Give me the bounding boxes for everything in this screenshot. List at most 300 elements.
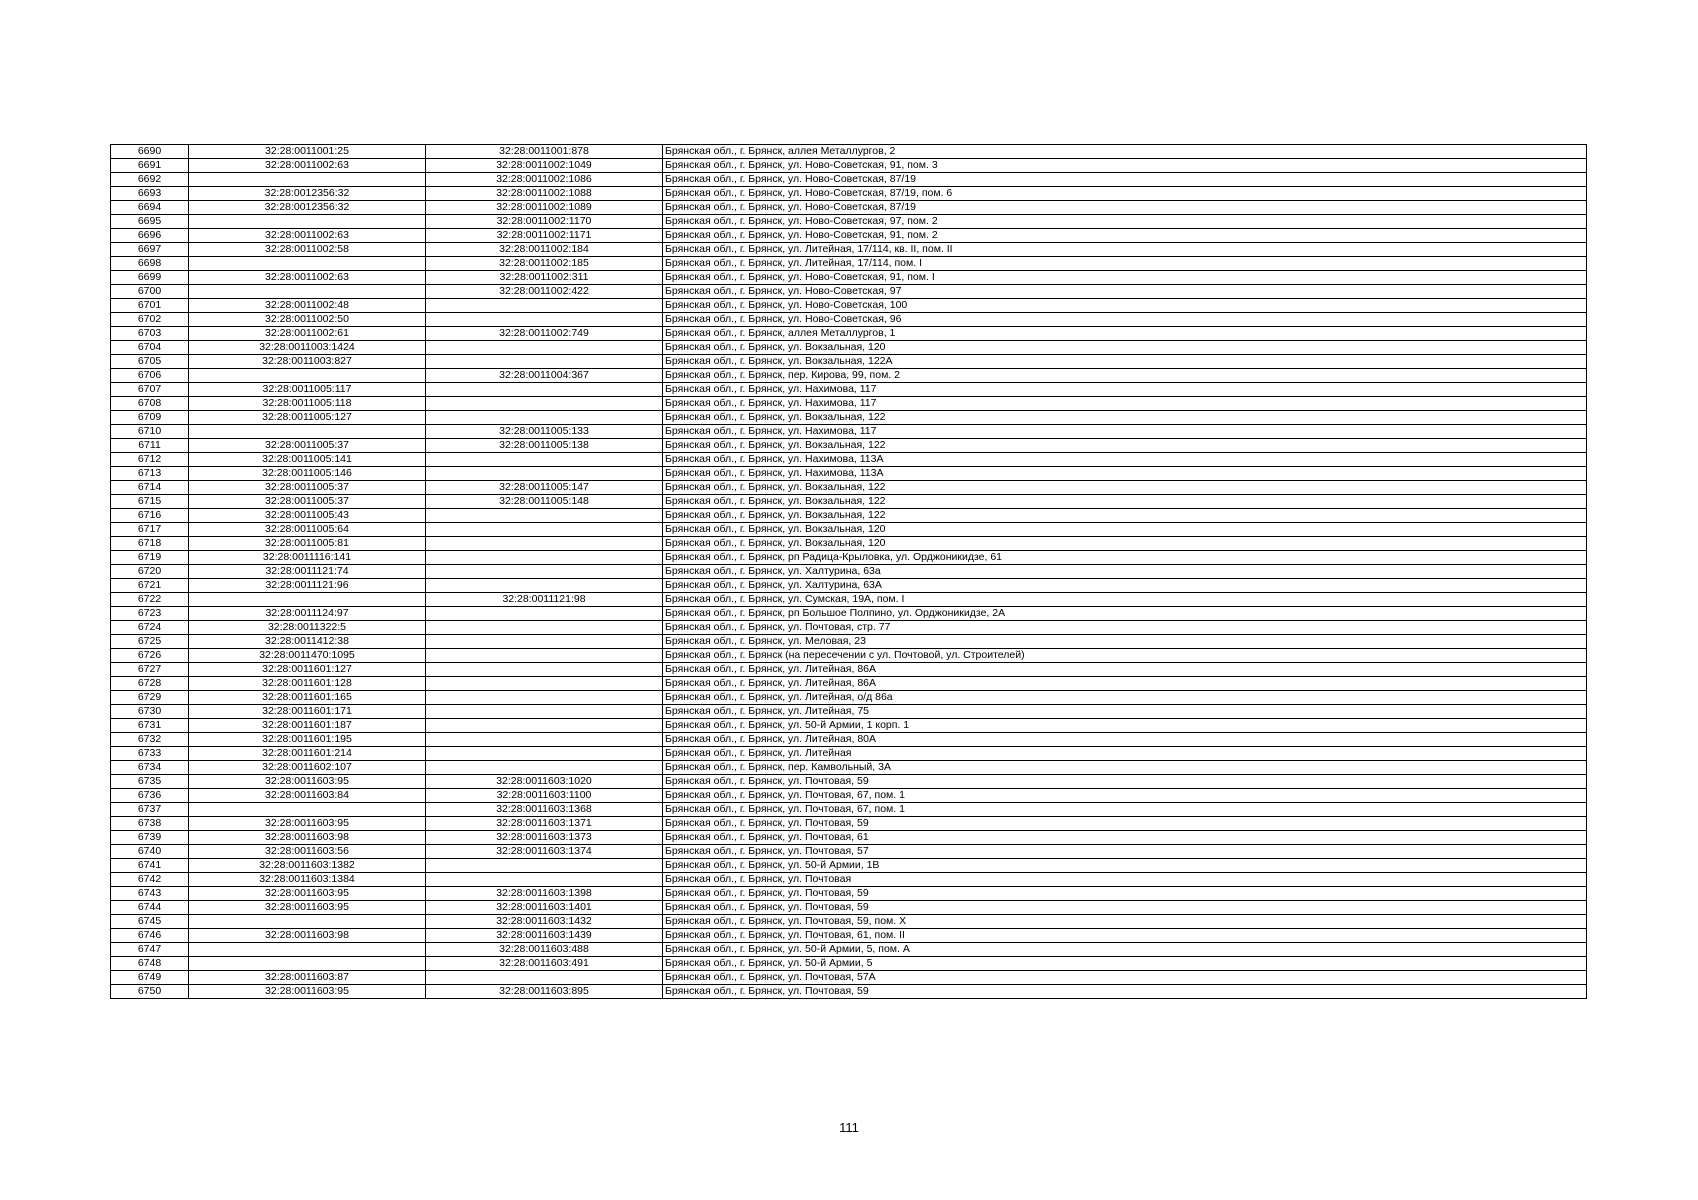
table-row: [111, 747, 1587, 761]
land-cadastral-number-cell: 32:28:0011002:63: [189, 271, 426, 285]
land-cadastral-number-cell: [189, 425, 426, 439]
land-cadastral-number-cell: 32:28:0011601:214: [189, 747, 426, 761]
row-number-cell: 6745: [111, 915, 189, 929]
address-cell: Брянская обл., г. Брянск, ул. Нахимова, 113А: [663, 453, 1587, 467]
object-cadastral-number-cell: [426, 621, 663, 635]
object-cadastral-number-cell: [426, 565, 663, 579]
table-row: [111, 271, 1587, 285]
table-row: [111, 943, 1587, 957]
object-cadastral-number-cell: [426, 383, 663, 397]
object-cadastral-number-cell: 32:28:0011005:133: [426, 425, 663, 439]
table-row: [111, 523, 1587, 537]
land-cadastral-number-cell: 32:28:0011005:117: [189, 383, 426, 397]
row-number-cell: 6718: [111, 537, 189, 551]
land-cadastral-number-cell: 32:28:0011602:107: [189, 761, 426, 775]
object-cadastral-number-cell: 32:28:0011002:1089: [426, 201, 663, 215]
object-cadastral-number-cell: 32:28:0011603:488: [426, 943, 663, 957]
row-number-cell: 6692: [111, 173, 189, 187]
land-cadastral-number-cell: 32:28:0011603:87: [189, 971, 426, 985]
table-row: [111, 243, 1587, 257]
object-cadastral-number-cell: [426, 523, 663, 537]
table-row: [111, 411, 1587, 425]
row-number-cell: 6712: [111, 453, 189, 467]
row-number-cell: 6731: [111, 719, 189, 733]
address-cell: Брянская обл., г. Брянск, ул. Сумская, 19А, пом. I: [663, 593, 1587, 607]
address-cell: Брянская обл., г. Брянск, ул. Нахимова, 113А: [663, 467, 1587, 481]
table-row: [111, 257, 1587, 271]
row-number-cell: 6726: [111, 649, 189, 663]
object-cadastral-number-cell: [426, 579, 663, 593]
address-cell: Брянская обл., г. Брянск, ул. Вокзальная, 120: [663, 341, 1587, 355]
address-cell: Брянская обл., г. Брянск (на пересечении с ул. Почтовой, ул. Строителей): [663, 649, 1587, 663]
land-cadastral-number-cell: [189, 257, 426, 271]
address-cell: Брянская обл., г. Брянск, ул. Почтовая, 67, пом. 1: [663, 789, 1587, 803]
address-cell: Брянская обл., г. Брянск, ул. Ново-Советская, 91, пом. 3: [663, 159, 1587, 173]
land-cadastral-number-cell: [189, 215, 426, 229]
table-row: [111, 299, 1587, 313]
address-cell: Брянская обл., г. Брянск, ул. Халтурина, 63А: [663, 579, 1587, 593]
object-cadastral-number-cell: 32:28:0011121:98: [426, 593, 663, 607]
table-row: [111, 229, 1587, 243]
object-cadastral-number-cell: [426, 341, 663, 355]
object-cadastral-number-cell: [426, 747, 663, 761]
object-cadastral-number-cell: 32:28:0011603:1373: [426, 831, 663, 845]
table-row: [111, 355, 1587, 369]
object-cadastral-number-cell: 32:28:0011002:1086: [426, 173, 663, 187]
address-cell: Брянская обл., г. Брянск, ул. Почтовая, стр. 77: [663, 621, 1587, 635]
address-cell: Брянская обл., г. Брянск, ул. Ново-Советская, 87/19: [663, 173, 1587, 187]
land-cadastral-number-cell: 32:28:0011470:1095: [189, 649, 426, 663]
row-number-cell: 6701: [111, 299, 189, 313]
address-cell: Брянская обл., г. Брянск, ул. 50-й Армии, 5, пом. А: [663, 943, 1587, 957]
row-number-cell: 6744: [111, 901, 189, 915]
row-number-cell: 6705: [111, 355, 189, 369]
object-cadastral-number-cell: [426, 313, 663, 327]
object-cadastral-number-cell: [426, 761, 663, 775]
table-row: [111, 453, 1587, 467]
land-cadastral-number-cell: 32:28:0011005:37: [189, 481, 426, 495]
land-cadastral-number-cell: 32:28:0011121:74: [189, 565, 426, 579]
land-cadastral-number-cell: 32:28:0011601:171: [189, 705, 426, 719]
object-cadastral-number-cell: 32:28:0011603:1432: [426, 915, 663, 929]
object-cadastral-number-cell: [426, 733, 663, 747]
object-cadastral-number-cell: 32:28:0011603:895: [426, 985, 663, 999]
address-cell: Брянская обл., г. Брянск, ул. 50-й Армии, 5: [663, 957, 1587, 971]
records-table: [110, 144, 1587, 999]
row-number-cell: 6723: [111, 607, 189, 621]
row-number-cell: 6700: [111, 285, 189, 299]
row-number-cell: 6747: [111, 943, 189, 957]
land-cadastral-number-cell: [189, 285, 426, 299]
table-row: [111, 383, 1587, 397]
object-cadastral-number-cell: [426, 635, 663, 649]
table-row: [111, 831, 1587, 845]
table-row: [111, 159, 1587, 173]
land-cadastral-number-cell: 32:28:0011005:127: [189, 411, 426, 425]
table-row: [111, 677, 1587, 691]
address-cell: Брянская обл., г. Брянск, ул. Почтовая, 61, пом. II: [663, 929, 1587, 943]
address-cell: Брянская обл., г. Брянск, ул. Почтовая: [663, 873, 1587, 887]
address-cell: Брянская обл., г. Брянск, ул. Почтовая, 61: [663, 831, 1587, 845]
row-number-cell: 6690: [111, 145, 189, 159]
table-row: [111, 215, 1587, 229]
object-cadastral-number-cell: [426, 691, 663, 705]
page-number: 111: [839, 1120, 859, 1135]
object-cadastral-number-cell: [426, 551, 663, 565]
row-number-cell: 6696: [111, 229, 189, 243]
table-row: [111, 845, 1587, 859]
land-cadastral-number-cell: [189, 593, 426, 607]
address-cell: Брянская обл., г. Брянск, ул. Почтовая, 57А: [663, 971, 1587, 985]
land-cadastral-number-cell: 32:28:0011603:1384: [189, 873, 426, 887]
row-number-cell: 6694: [111, 201, 189, 215]
table-row: [111, 509, 1587, 523]
table-row: [111, 481, 1587, 495]
records-table-body: [111, 145, 1587, 999]
row-number-cell: 6732: [111, 733, 189, 747]
table-row: [111, 565, 1587, 579]
object-cadastral-number-cell: 32:28:0011005:138: [426, 439, 663, 453]
address-cell: Брянская обл., г. Брянск, аллея Металлургов, 1: [663, 327, 1587, 341]
table-row: [111, 887, 1587, 901]
land-cadastral-number-cell: 32:28:0011002:58: [189, 243, 426, 257]
table-row: [111, 593, 1587, 607]
table-row: [111, 537, 1587, 551]
address-cell: Брянская обл., г. Брянск, ул. Почтовая, 59, пом. X: [663, 915, 1587, 929]
land-cadastral-number-cell: 32:28:0011002:61: [189, 327, 426, 341]
row-number-cell: 6697: [111, 243, 189, 257]
table-row: [111, 915, 1587, 929]
row-number-cell: 6720: [111, 565, 189, 579]
row-number-cell: 6740: [111, 845, 189, 859]
land-cadastral-number-cell: 32:28:0011002:50: [189, 313, 426, 327]
row-number-cell: 6713: [111, 467, 189, 481]
object-cadastral-number-cell: [426, 509, 663, 523]
land-cadastral-number-cell: 32:28:0011603:56: [189, 845, 426, 859]
land-cadastral-number-cell: 32:28:0011603:95: [189, 985, 426, 999]
address-cell: Брянская обл., г. Брянск, ул. Ново-Советская, 87/19: [663, 201, 1587, 215]
object-cadastral-number-cell: [426, 873, 663, 887]
object-cadastral-number-cell: [426, 537, 663, 551]
row-number-cell: 6706: [111, 369, 189, 383]
address-cell: Брянская обл., г. Брянск, ул. Нахимова, 117: [663, 425, 1587, 439]
row-number-cell: 6737: [111, 803, 189, 817]
object-cadastral-number-cell: 32:28:0011002:1088: [426, 187, 663, 201]
address-cell: Брянская обл., г. Брянск, ул. Нахимова, 117: [663, 397, 1587, 411]
land-cadastral-number-cell: 32:28:0012356:32: [189, 187, 426, 201]
table-row: [111, 733, 1587, 747]
row-number-cell: 6707: [111, 383, 189, 397]
address-cell: Брянская обл., г. Брянск, ул. Халтурина, 63а: [663, 565, 1587, 579]
object-cadastral-number-cell: [426, 971, 663, 985]
land-cadastral-number-cell: 32:28:0011121:96: [189, 579, 426, 593]
address-cell: Брянская обл., г. Брянск, ул. Ново-Советская, 96: [663, 313, 1587, 327]
address-cell: Брянская обл., г. Брянск, ул. Ново-Советская, 87/19, пом. 6: [663, 187, 1587, 201]
address-cell: Брянская обл., г. Брянск, ул. Литейная: [663, 747, 1587, 761]
table-row: [111, 551, 1587, 565]
table-row: [111, 775, 1587, 789]
row-number-cell: 6699: [111, 271, 189, 285]
address-cell: Брянская обл., г. Брянск, ул. Ново-Советская, 91, пом. 2: [663, 229, 1587, 243]
address-cell: Брянская обл., г. Брянск, ул. Вокзальная, 122: [663, 495, 1587, 509]
address-cell: Брянская обл., г. Брянск, ул. 50-й Армии, 1 корп. 1: [663, 719, 1587, 733]
land-cadastral-number-cell: 32:28:0011001:25: [189, 145, 426, 159]
object-cadastral-number-cell: 32:28:0011002:422: [426, 285, 663, 299]
land-cadastral-number-cell: [189, 173, 426, 187]
table-row: [111, 145, 1587, 159]
row-number-cell: 6728: [111, 677, 189, 691]
land-cadastral-number-cell: 32:28:0011005:37: [189, 495, 426, 509]
row-number-cell: 6693: [111, 187, 189, 201]
table-row: [111, 341, 1587, 355]
address-cell: Брянская обл., г. Брянск, ул. Нахимова, 117: [663, 383, 1587, 397]
table-row: [111, 663, 1587, 677]
land-cadastral-number-cell: 32:28:0011603:1382: [189, 859, 426, 873]
table-row: [111, 285, 1587, 299]
address-cell: Брянская обл., г. Брянск, ул. Вокзальная, 120: [663, 537, 1587, 551]
row-number-cell: 6736: [111, 789, 189, 803]
table-row: [111, 369, 1587, 383]
table-row: [111, 719, 1587, 733]
object-cadastral-number-cell: [426, 607, 663, 621]
row-number-cell: 6746: [111, 929, 189, 943]
address-cell: Брянская обл., г. Брянск, рп Радица-Крыловка, ул. Орджоникидзе, 61: [663, 551, 1587, 565]
land-cadastral-number-cell: [189, 915, 426, 929]
row-number-cell: 6691: [111, 159, 189, 173]
row-number-cell: 6742: [111, 873, 189, 887]
table-row: [111, 873, 1587, 887]
address-cell: Брянская обл., г. Брянск, ул. Вокзальная, 122: [663, 439, 1587, 453]
row-number-cell: 6702: [111, 313, 189, 327]
address-cell: Брянская обл., г. Брянск, ул. Литейная, 17/114, кв. II, пом. II: [663, 243, 1587, 257]
row-number-cell: 6714: [111, 481, 189, 495]
row-number-cell: 6721: [111, 579, 189, 593]
table-row: [111, 607, 1587, 621]
table-row: [111, 397, 1587, 411]
object-cadastral-number-cell: [426, 355, 663, 369]
table-row: [111, 929, 1587, 943]
row-number-cell: 6738: [111, 817, 189, 831]
row-number-cell: 6749: [111, 971, 189, 985]
row-number-cell: 6717: [111, 523, 189, 537]
object-cadastral-number-cell: [426, 467, 663, 481]
land-cadastral-number-cell: 32:28:0011601:165: [189, 691, 426, 705]
object-cadastral-number-cell: 32:28:0011603:1398: [426, 887, 663, 901]
row-number-cell: 6750: [111, 985, 189, 999]
address-cell: Брянская обл., г. Брянск, ул. Вокзальная, 122А: [663, 355, 1587, 369]
table-row: [111, 705, 1587, 719]
table-row: [111, 495, 1587, 509]
land-cadastral-number-cell: 32:28:0012356:32: [189, 201, 426, 215]
address-cell: Брянская обл., г. Брянск, ул. Ново-Советская, 97, пом. 2: [663, 215, 1587, 229]
row-number-cell: 6730: [111, 705, 189, 719]
object-cadastral-number-cell: 32:28:0011603:1368: [426, 803, 663, 817]
row-number-cell: 6715: [111, 495, 189, 509]
land-cadastral-number-cell: 32:28:0011003:827: [189, 355, 426, 369]
address-cell: Брянская обл., г. Брянск, ул. Вокзальная, 122: [663, 411, 1587, 425]
object-cadastral-number-cell: 32:28:0011603:491: [426, 957, 663, 971]
table-row: [111, 327, 1587, 341]
table-row: [111, 817, 1587, 831]
object-cadastral-number-cell: 32:28:0011005:148: [426, 495, 663, 509]
table-row: [111, 691, 1587, 705]
land-cadastral-number-cell: 32:28:0011601:195: [189, 733, 426, 747]
land-cadastral-number-cell: 32:28:0011005:37: [189, 439, 426, 453]
object-cadastral-number-cell: 32:28:0011603:1020: [426, 775, 663, 789]
address-cell: Брянская обл., г. Брянск, ул. Вокзальная, 120: [663, 523, 1587, 537]
row-number-cell: 6709: [111, 411, 189, 425]
land-cadastral-number-cell: 32:28:0011603:95: [189, 817, 426, 831]
object-cadastral-number-cell: 32:28:0011603:1439: [426, 929, 663, 943]
object-cadastral-number-cell: [426, 397, 663, 411]
land-cadastral-number-cell: 32:28:0011002:63: [189, 229, 426, 243]
address-cell: Брянская обл., г. Брянск, ул. Вокзальная, 122: [663, 481, 1587, 495]
table-row: [111, 635, 1587, 649]
row-number-cell: 6735: [111, 775, 189, 789]
land-cadastral-number-cell: 32:28:0011603:98: [189, 929, 426, 943]
land-cadastral-number-cell: 32:28:0011603:84: [189, 789, 426, 803]
land-cadastral-number-cell: 32:28:0011603:95: [189, 775, 426, 789]
land-cadastral-number-cell: 32:28:0011005:81: [189, 537, 426, 551]
row-number-cell: 6698: [111, 257, 189, 271]
address-cell: Брянская обл., г. Брянск, ул. Почтовая, 57: [663, 845, 1587, 859]
address-cell: Брянская обл., г. Брянск, ул. Почтовая, 59: [663, 985, 1587, 999]
table-row: [111, 579, 1587, 593]
row-number-cell: 6734: [111, 761, 189, 775]
object-cadastral-number-cell: 32:28:0011603:1401: [426, 901, 663, 915]
table-row: [111, 803, 1587, 817]
object-cadastral-number-cell: 32:28:0011603:1371: [426, 817, 663, 831]
row-number-cell: 6727: [111, 663, 189, 677]
table-row: [111, 187, 1587, 201]
table-row: [111, 425, 1587, 439]
land-cadastral-number-cell: 32:28:0011601:128: [189, 677, 426, 691]
object-cadastral-number-cell: 32:28:0011603:1374: [426, 845, 663, 859]
table-row: [111, 971, 1587, 985]
address-cell: Брянская обл., г. Брянск, ул. Литейная, 80А: [663, 733, 1587, 747]
table-row: [111, 313, 1587, 327]
address-cell: Брянская обл., г. Брянск, ул. Литейная, 75: [663, 705, 1587, 719]
address-cell: Брянская обл., г. Брянск, ул. Литейная, о/д 86а: [663, 691, 1587, 705]
row-number-cell: 6711: [111, 439, 189, 453]
land-cadastral-number-cell: 32:28:0011005:118: [189, 397, 426, 411]
row-number-cell: 6743: [111, 887, 189, 901]
row-number-cell: 6708: [111, 397, 189, 411]
object-cadastral-number-cell: 32:28:0011603:1100: [426, 789, 663, 803]
row-number-cell: 6739: [111, 831, 189, 845]
object-cadastral-number-cell: 32:28:0011004:367: [426, 369, 663, 383]
row-number-cell: 6733: [111, 747, 189, 761]
address-cell: Брянская обл., г. Брянск, рп Большое Полпино, ул. Орджоникидзе, 2А: [663, 607, 1587, 621]
row-number-cell: 6710: [111, 425, 189, 439]
land-cadastral-number-cell: 32:28:0011005:43: [189, 509, 426, 523]
object-cadastral-number-cell: [426, 705, 663, 719]
row-number-cell: 6704: [111, 341, 189, 355]
land-cadastral-number-cell: 32:28:0011002:63: [189, 159, 426, 173]
address-cell: Брянская обл., г. Брянск, ул. Вокзальная, 122: [663, 509, 1587, 523]
object-cadastral-number-cell: [426, 453, 663, 467]
address-cell: Брянская обл., г. Брянск, ул. Ново-Советская, 91, пом. I: [663, 271, 1587, 285]
object-cadastral-number-cell: [426, 299, 663, 313]
table-row: [111, 621, 1587, 635]
row-number-cell: 6729: [111, 691, 189, 705]
land-cadastral-number-cell: 32:28:0011601:127: [189, 663, 426, 677]
address-cell: Брянская обл., г. Брянск, ул. Почтовая, 59: [663, 887, 1587, 901]
address-cell: Брянская обл., г. Брянск, ул. Литейная, 17/114, пом. I: [663, 257, 1587, 271]
row-number-cell: 6724: [111, 621, 189, 635]
object-cadastral-number-cell: 32:28:0011002:749: [426, 327, 663, 341]
land-cadastral-number-cell: 32:28:0011005:146: [189, 467, 426, 481]
land-cadastral-number-cell: 32:28:0011603:95: [189, 887, 426, 901]
object-cadastral-number-cell: 32:28:0011002:1170: [426, 215, 663, 229]
land-cadastral-number-cell: 32:28:0011603:95: [189, 901, 426, 915]
address-cell: Брянская обл., г. Брянск, пер. Кирова, 99, пом. 2: [663, 369, 1587, 383]
row-number-cell: 6722: [111, 593, 189, 607]
table-row: [111, 789, 1587, 803]
address-cell: Брянская обл., г. Брянск, ул. Меловая, 23: [663, 635, 1587, 649]
object-cadastral-number-cell: 32:28:0011002:1171: [426, 229, 663, 243]
object-cadastral-number-cell: [426, 411, 663, 425]
land-cadastral-number-cell: 32:28:0011412:38: [189, 635, 426, 649]
object-cadastral-number-cell: 32:28:0011002:1049: [426, 159, 663, 173]
land-cadastral-number-cell: 32:28:0011601:187: [189, 719, 426, 733]
object-cadastral-number-cell: [426, 859, 663, 873]
object-cadastral-number-cell: 32:28:0011002:311: [426, 271, 663, 285]
table-row: [111, 467, 1587, 481]
address-cell: Брянская обл., г. Брянск, ул. Почтовая, 67, пом. 1: [663, 803, 1587, 817]
table-row: [111, 985, 1587, 999]
row-number-cell: 6741: [111, 859, 189, 873]
object-cadastral-number-cell: [426, 719, 663, 733]
object-cadastral-number-cell: [426, 677, 663, 691]
address-cell: Брянская обл., г. Брянск, ул. Почтовая, 59: [663, 901, 1587, 915]
address-cell: Брянская обл., г. Брянск, аллея Металлургов, 2: [663, 145, 1587, 159]
land-cadastral-number-cell: [189, 369, 426, 383]
object-cadastral-number-cell: 32:28:0011002:185: [426, 257, 663, 271]
land-cadastral-number-cell: 32:28:0011002:48: [189, 299, 426, 313]
object-cadastral-number-cell: [426, 663, 663, 677]
land-cadastral-number-cell: 32:28:0011124:97: [189, 607, 426, 621]
land-cadastral-number-cell: 32:28:0011322:5: [189, 621, 426, 635]
address-cell: Брянская обл., г. Брянск, ул. Ново-Советская, 100: [663, 299, 1587, 313]
row-number-cell: 6703: [111, 327, 189, 341]
table-row: [111, 761, 1587, 775]
row-number-cell: 6719: [111, 551, 189, 565]
object-cadastral-number-cell: 32:28:0011002:184: [426, 243, 663, 257]
land-cadastral-number-cell: 32:28:0011005:64: [189, 523, 426, 537]
table-row: [111, 901, 1587, 915]
table-row: [111, 201, 1587, 215]
table-row: [111, 957, 1587, 971]
object-cadastral-number-cell: 32:28:0011005:147: [426, 481, 663, 495]
table-row: [111, 439, 1587, 453]
object-cadastral-number-cell: [426, 649, 663, 663]
object-cadastral-number-cell: 32:28:0011001:878: [426, 145, 663, 159]
address-cell: Брянская обл., г. Брянск, ул. Почтовая, 59: [663, 817, 1587, 831]
land-cadastral-number-cell: [189, 943, 426, 957]
land-cadastral-number-cell: 32:28:0011116:141: [189, 551, 426, 565]
address-cell: Брянская обл., г. Брянск, ул. Почтовая, 59: [663, 775, 1587, 789]
table-row: [111, 649, 1587, 663]
address-cell: Брянская обл., г. Брянск, пер. Камвольный, 3А: [663, 761, 1587, 775]
address-cell: Брянская обл., г. Брянск, ул. Литейная, 86А: [663, 663, 1587, 677]
row-number-cell: 6695: [111, 215, 189, 229]
address-cell: Брянская обл., г. Брянск, ул. 50-й Армии, 1В: [663, 859, 1587, 873]
table-row: [111, 173, 1587, 187]
table-row: [111, 859, 1587, 873]
land-cadastral-number-cell: [189, 803, 426, 817]
land-cadastral-number-cell: 32:28:0011003:1424: [189, 341, 426, 355]
